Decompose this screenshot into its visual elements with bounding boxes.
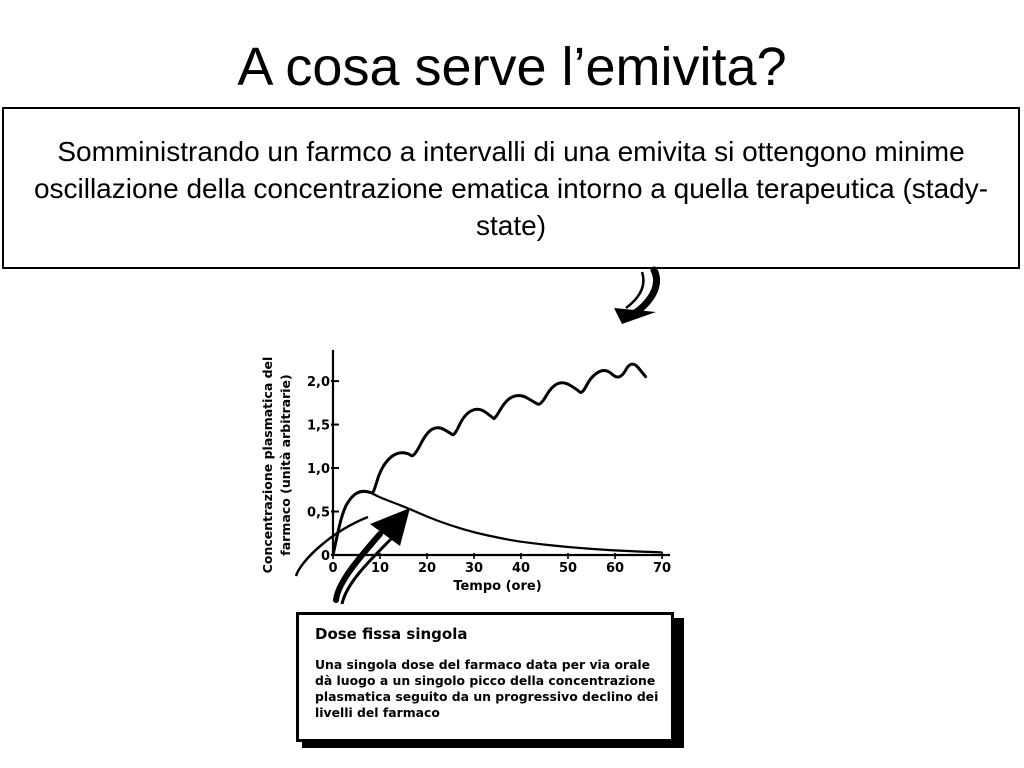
x-tick-label: 10 xyxy=(370,561,390,576)
steady-state-arrow-head xyxy=(614,308,656,324)
x-tick-label: 60 xyxy=(605,561,625,576)
explanation-text: Somministrando un farmco a intervalli di una emivita si ottengono minime oscillazione della concentrazione ematica intorno a quella terapeutica (stady-state) xyxy=(33,135,989,241)
y-axis-label-line2: farmaco (unità arbitrarie) xyxy=(278,374,293,556)
x-tick-label: 70 xyxy=(652,561,672,576)
x-axis-label: Tempo (ore) xyxy=(453,579,542,594)
chart-axes xyxy=(260,350,671,594)
x-tick-label: 0 xyxy=(328,561,338,576)
x-tick-label: 50 xyxy=(558,561,578,576)
y-tick-label: 1,5 xyxy=(306,418,330,434)
y-tick-label: 2,0 xyxy=(306,375,330,391)
steady-state-arrow-line xyxy=(626,272,643,308)
single-dose-callout xyxy=(296,612,674,742)
x-tick-label: 40 xyxy=(511,561,531,576)
x-tick-label: 30 xyxy=(464,561,484,576)
y-tick-label: 0 xyxy=(320,549,330,564)
callout-body: Una singola dose del farmaco data per via orale dà luogo a un singolo picco della concentrazione plasmatica seguito da un progressivo declino dei livelli del farmaco xyxy=(315,657,659,720)
x-tick-label: 20 xyxy=(417,561,437,576)
explanation-box xyxy=(2,107,1020,269)
y-axis-label: Concentrazione plasmatica del xyxy=(260,356,275,574)
y-tick-label: 1,0 xyxy=(306,462,330,478)
callout-title: Dose fissa singola xyxy=(315,625,468,643)
steady-state-arrow-shaft xyxy=(634,270,657,314)
slide-title: A cosa serve l’emivita? xyxy=(237,37,787,97)
y-tick-label: 0,5 xyxy=(306,505,330,521)
